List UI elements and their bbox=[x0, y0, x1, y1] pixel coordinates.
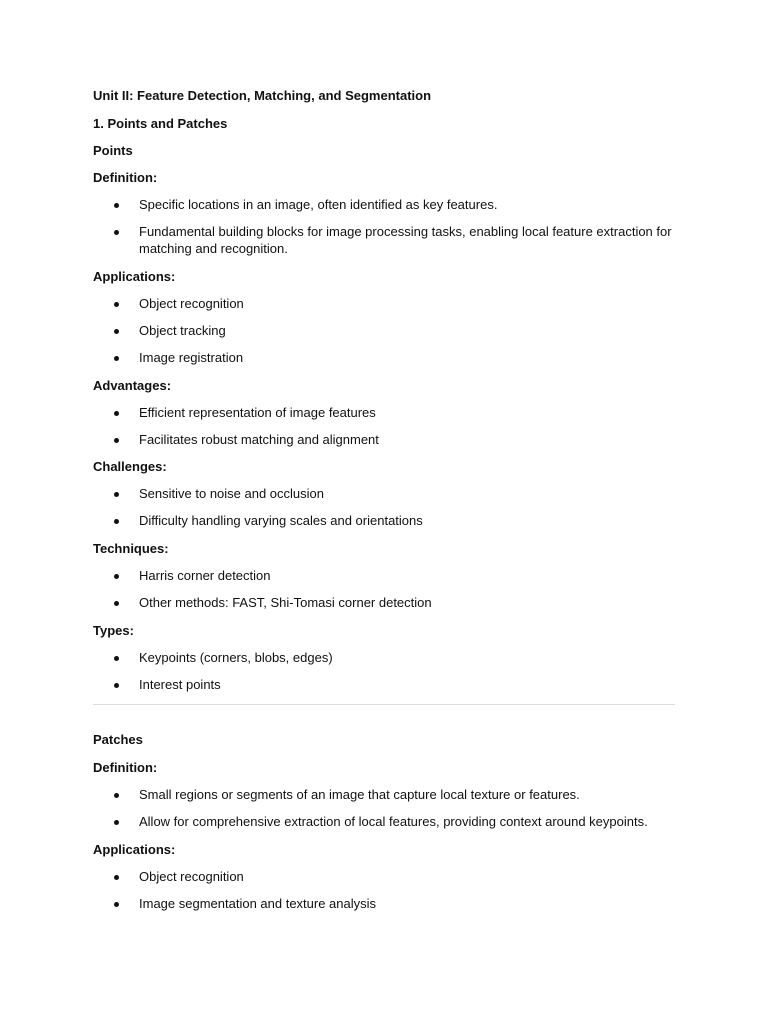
bullet-icon bbox=[114, 902, 119, 907]
list-item: Object tracking bbox=[93, 322, 675, 339]
list-item: Difficulty handling varying scales and orientations bbox=[93, 512, 675, 529]
bullet-icon bbox=[114, 656, 119, 661]
points-applications-list bbox=[93, 295, 675, 366]
points-applications-label: Applications: bbox=[93, 269, 176, 284]
points-heading: Points bbox=[93, 143, 133, 158]
bullet-icon bbox=[114, 356, 119, 361]
list-item: Facilitates robust matching and alignment bbox=[93, 431, 675, 448]
bullet-icon bbox=[114, 302, 119, 307]
patches-heading: Patches bbox=[93, 732, 143, 747]
bullet-icon bbox=[114, 329, 119, 334]
points-advantages-list bbox=[93, 404, 675, 448]
list-item: Specific locations in an image, often identified as key features. bbox=[93, 196, 675, 213]
points-types-label: Types: bbox=[93, 623, 134, 638]
bullet-icon bbox=[114, 492, 119, 497]
points-techniques-label: Techniques: bbox=[93, 541, 169, 556]
bullet-icon bbox=[114, 793, 119, 798]
list-item: Allow for comprehensive extraction of local features, providing context around keypoints. bbox=[93, 813, 675, 830]
patches-applications-list bbox=[93, 868, 675, 912]
points-challenges-list bbox=[93, 485, 675, 529]
points-advantages-label: Advantages: bbox=[93, 378, 172, 393]
bullet-icon bbox=[114, 820, 119, 825]
list-item: Image segmentation and texture analysis bbox=[93, 895, 675, 912]
bullet-icon bbox=[114, 875, 119, 880]
points-challenges-label: Challenges: bbox=[93, 459, 167, 474]
list-item: Harris corner detection bbox=[93, 567, 675, 584]
bullet-icon bbox=[114, 683, 119, 688]
points-techniques-list bbox=[93, 567, 675, 611]
horizontal-divider bbox=[93, 704, 675, 705]
bullet-icon bbox=[114, 203, 119, 208]
points-definition-label: Definition: bbox=[93, 170, 158, 185]
bullet-icon bbox=[114, 438, 119, 443]
bullet-icon bbox=[114, 574, 119, 579]
bullet-icon bbox=[114, 601, 119, 606]
patches-applications-label: Applications: bbox=[93, 842, 176, 857]
patches-definition-label: Definition: bbox=[93, 760, 158, 775]
list-item: Fundamental building blocks for image processing tasks, enabling local feature extraction for matching and recognition. bbox=[93, 223, 675, 257]
document-title: Unit II: Feature Detection, Matching, and Segmentation bbox=[93, 88, 432, 103]
bullet-icon bbox=[114, 411, 119, 416]
list-item: Image registration bbox=[93, 349, 675, 366]
list-item: Small regions or segments of an image that capture local texture or features. bbox=[93, 786, 675, 803]
list-item: Other methods: FAST, Shi-Tomasi corner detection bbox=[93, 594, 675, 611]
bullet-icon bbox=[114, 230, 119, 235]
points-definition-list bbox=[93, 196, 675, 257]
list-item: Efficient representation of image features bbox=[93, 404, 675, 421]
list-item: Keypoints (corners, blobs, edges) bbox=[93, 649, 675, 666]
patches-definition-list bbox=[93, 786, 675, 830]
points-types-list bbox=[93, 649, 675, 693]
bullet-icon bbox=[114, 519, 119, 524]
list-item: Object recognition bbox=[93, 295, 675, 312]
list-item: Object recognition bbox=[93, 868, 675, 885]
list-item: Sensitive to noise and occlusion bbox=[93, 485, 675, 502]
section-heading: 1. Points and Patches bbox=[93, 116, 228, 131]
list-item: Interest points bbox=[93, 676, 675, 693]
